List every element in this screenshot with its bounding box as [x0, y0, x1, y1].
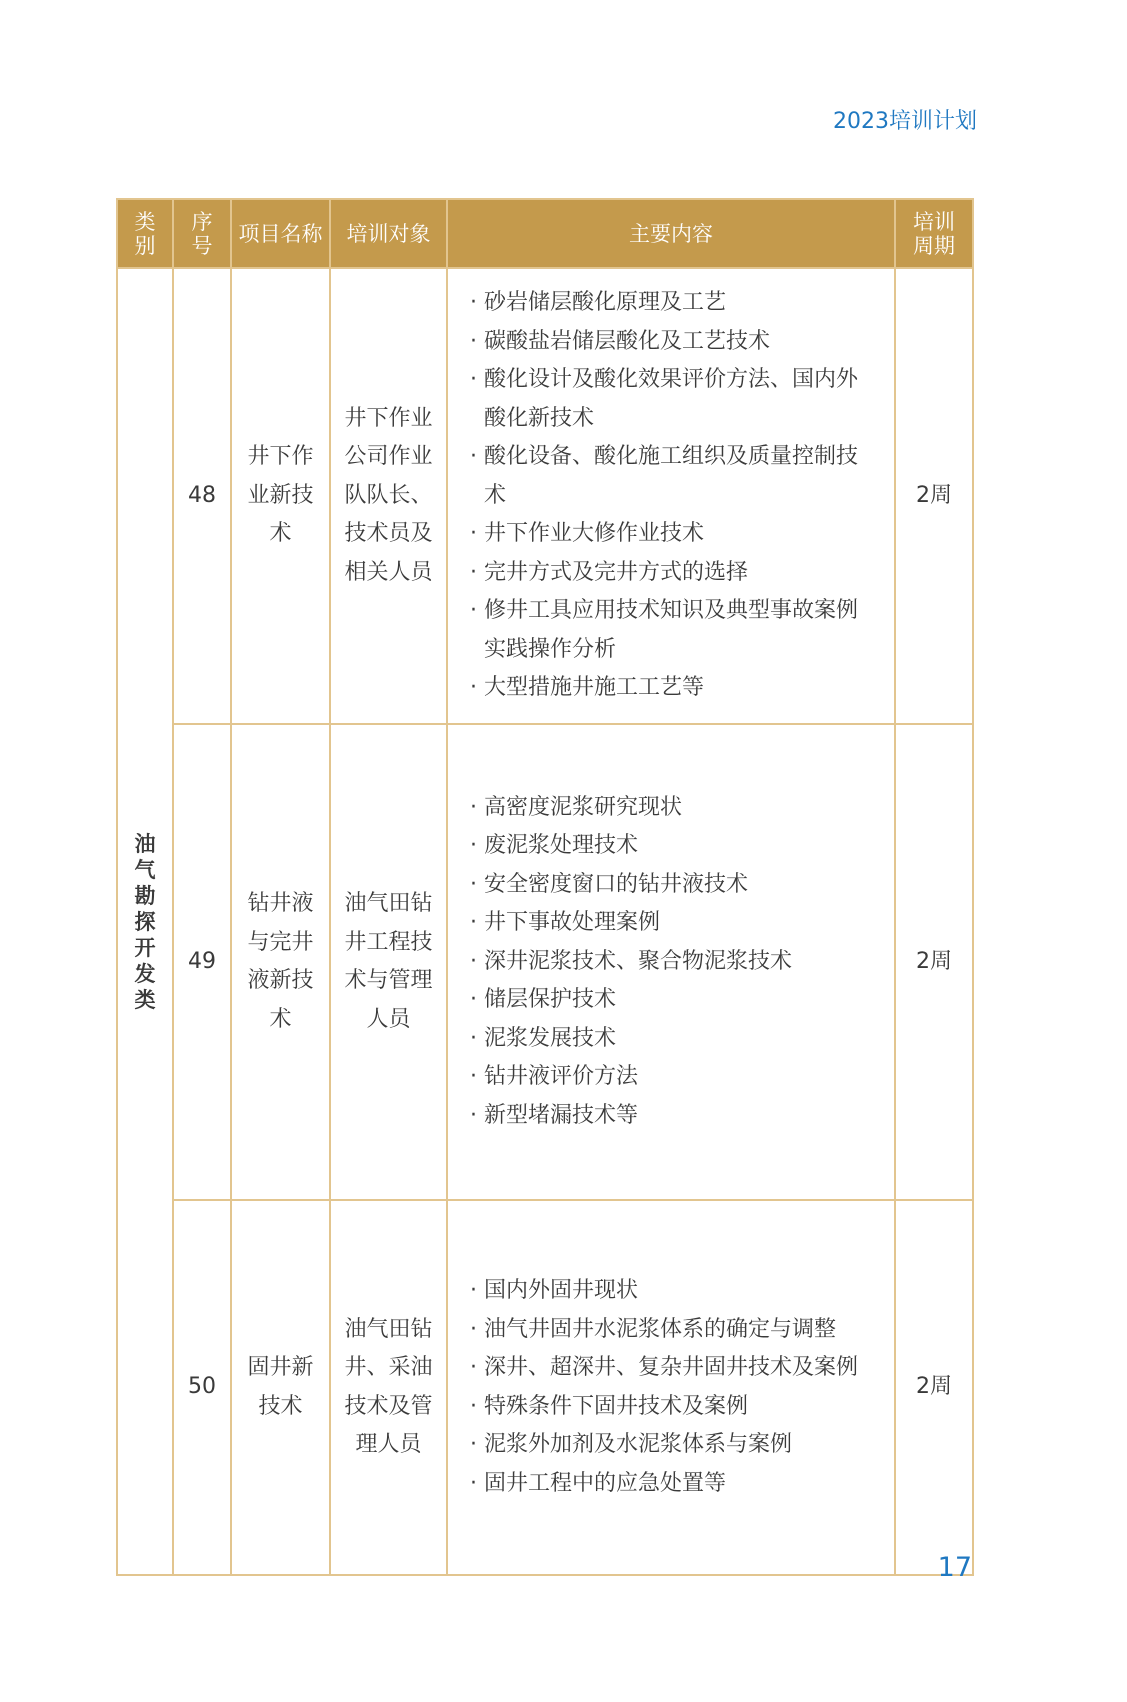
content-item: · 固井工程中的应急处置等	[470, 1465, 866, 1504]
table-row	[117, 268, 973, 724]
content-item: · 酸化设备、酸化施工组织及质量控制技术	[470, 438, 866, 515]
content-item: · 修井工具应用技术知识及典型事故案例实践操作分析	[470, 592, 866, 669]
content-item: · 新型堵漏技术等	[470, 1097, 866, 1136]
category-cell	[117, 268, 173, 1575]
duration-text: 2周	[916, 1374, 952, 1400]
row-number	[173, 268, 231, 724]
column-header: 类别	[117, 199, 173, 268]
page-number: 17	[937, 1552, 972, 1583]
column-header: 培训对象	[330, 199, 447, 268]
duration	[895, 1200, 973, 1575]
training-table	[116, 198, 974, 1576]
content-item: · 井下事故处理案例	[470, 904, 866, 943]
content-item: · 井下作业大修作业技术	[470, 515, 866, 554]
training-target-text: 油气田钻井工程技术与管理人员	[344, 891, 433, 1032]
content-item: · 酸化设计及酸化效果评价方法、国内外酸化新技术	[470, 361, 866, 438]
training-target	[330, 1200, 447, 1575]
project-name-text: 固井新技术	[247, 1355, 314, 1419]
table-header	[117, 199, 973, 268]
content-item: · 碳酸盐岩储层酸化及工艺技术	[470, 323, 866, 362]
row-number-text: 50	[188, 1374, 216, 1400]
category-label: 油气勘探开发类	[134, 831, 156, 1012]
row-number-text: 49	[188, 948, 216, 974]
training-target	[330, 268, 447, 724]
main-content	[447, 724, 895, 1200]
content-item: · 泥浆发展技术	[470, 1020, 866, 1059]
training-target	[330, 724, 447, 1200]
row-number	[173, 724, 231, 1200]
content-item: · 油气井固井水泥浆体系的确定与调整	[470, 1311, 866, 1350]
main-content	[447, 268, 895, 724]
duration-text: 2周	[916, 948, 952, 974]
column-header: 主要内容	[447, 199, 895, 268]
content-item: · 完井方式及完井方式的选择	[470, 554, 866, 593]
project-name	[231, 268, 330, 724]
content-item: · 安全密度窗口的钻井液技术	[470, 866, 866, 905]
header-title: 2023培训计划	[833, 109, 977, 134]
column-header: 项目名称	[231, 199, 330, 268]
row-number	[173, 1200, 231, 1575]
content-item: · 高密度泥浆研究现状	[470, 789, 866, 828]
content-item: · 国内外固井现状	[470, 1272, 866, 1311]
content-item: · 废泥浆处理技术	[470, 827, 866, 866]
training-target-text: 井下作业公司作业队队长、技术员及相关人员	[344, 405, 433, 585]
project-name-text: 钻井液与完井液新技术	[247, 891, 314, 1032]
training-target-text: 油气田钻井、采油技术及管理人员	[344, 1316, 433, 1457]
content-item: · 特殊条件下固井技术及案例	[470, 1388, 866, 1427]
content-item: · 深井、超深井、复杂井固井技术及案例	[470, 1349, 866, 1388]
column-header: 培训周期	[895, 199, 973, 268]
column-header: 序号	[173, 199, 231, 268]
duration	[895, 724, 973, 1200]
content-item: · 砂岩储层酸化原理及工艺	[470, 284, 866, 323]
content-item: · 钻井液评价方法	[470, 1058, 866, 1097]
content-item: · 深井泥浆技术、聚合物泥浆技术	[470, 943, 866, 982]
table-row	[117, 724, 973, 1200]
duration	[895, 268, 973, 724]
project-name-text: 井下作业新技术	[247, 444, 314, 547]
content-item: · 储层保护技术	[470, 981, 866, 1020]
content-item: · 大型措施井施工工艺等	[470, 669, 866, 708]
project-name	[231, 724, 330, 1200]
table-row	[117, 1200, 973, 1575]
project-name	[231, 1200, 330, 1575]
duration-text: 2周	[916, 482, 952, 508]
row-number-text: 48	[188, 482, 216, 508]
main-content	[447, 1200, 895, 1575]
content-item: · 泥浆外加剂及水泥浆体系与案例	[470, 1426, 866, 1465]
